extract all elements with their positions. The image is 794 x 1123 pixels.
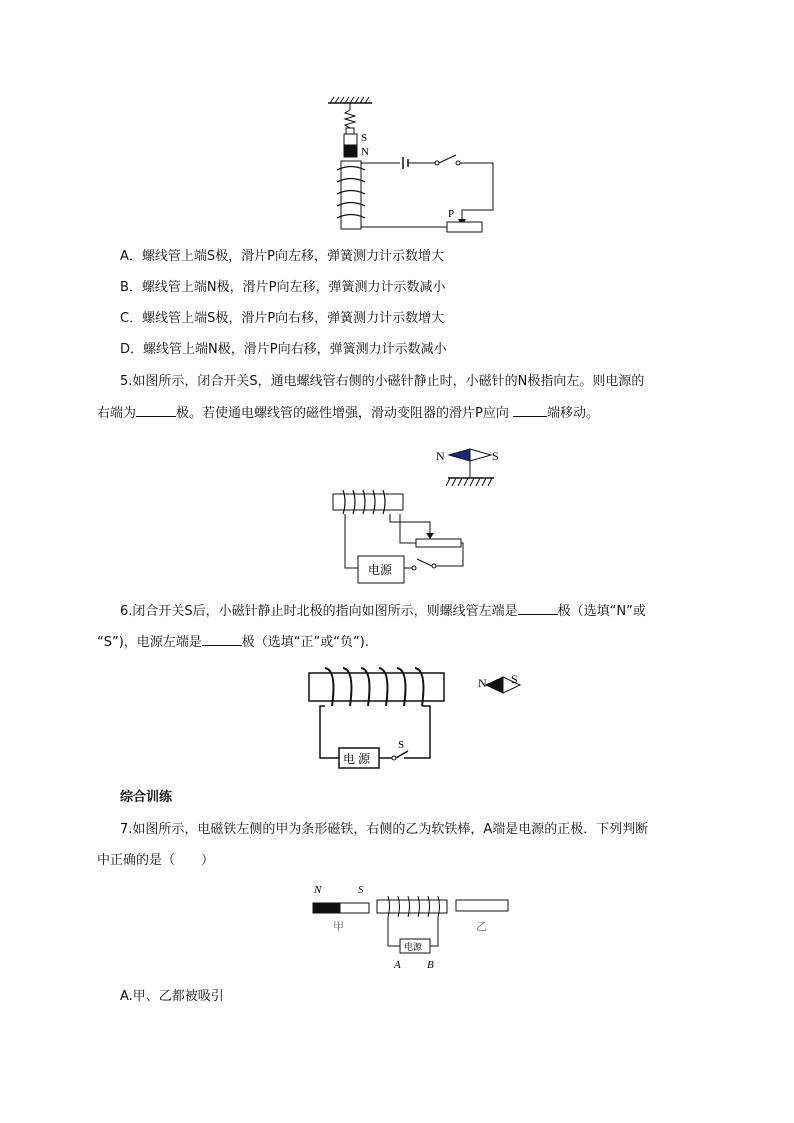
q5-needle-s: S (492, 449, 499, 463)
section-title: 综合训练 (120, 790, 173, 805)
fig1-label-n: N (361, 146, 369, 158)
q6-line1-a: 6.闭合开关S后，小磁针静止时北极的指向如图所示，则螺线管左端是 (120, 604, 518, 619)
bar-magnet-s (340, 903, 369, 913)
q7-label-s: S (358, 884, 364, 896)
option-b: B．螺线管上端N极，滑片P向左移，弹簧测力计示数减小 (120, 280, 446, 295)
q7-label-a: A (394, 959, 401, 971)
option-d: D．螺线管上端N极，滑片P向右移，弹簧测力计示数减小 (120, 342, 447, 357)
q7-option-a: A.甲、乙都被吸引 (120, 989, 224, 1004)
q7-source-label: 电源 (404, 942, 423, 952)
fig1-label-p: P (448, 208, 455, 220)
q7-line1: 7.如图所示，电磁铁左侧的甲为条形磁铁，右侧的乙为软铁棒，A端是电源的正极．下列判断 (120, 822, 649, 837)
q5-line2-c: 端移动。 (547, 406, 600, 421)
q6-source-label: 电 源 (343, 752, 371, 766)
q6-needle-s: S (511, 672, 518, 686)
option-c: C．螺线管上端S极，滑片P向右移，弹簧测力计示数增大 (120, 311, 445, 326)
q5-line2-a: 右端为 (97, 406, 137, 421)
option-a: A．螺线管上端S极，滑片P向左移，弹簧测力计示数增大 (120, 249, 444, 264)
q7-label-jia: 甲 (333, 921, 344, 933)
q7-label-yi: 乙 (476, 921, 487, 933)
q5-line1: 5.如图所示，闭合开关S，通电螺线管右侧的小磁针静止时，小磁针的N极指向左。则电源的 (120, 374, 645, 389)
q6-line2-a: “S”)，电源左端是 (97, 635, 202, 650)
fig1-label-s: S (361, 132, 368, 144)
q6-line2-b: 极（选填“正”或“负”). (241, 635, 369, 650)
q7-line2: 中正确的是（ ） (97, 853, 215, 868)
q6-needle-n: N (478, 676, 487, 690)
soft-iron-rod (456, 900, 508, 911)
bar-magnet-n (313, 903, 340, 913)
q5-line2-b: 极。若使通电螺线管的磁性增强，滑动变阻器的滑片P应向 (176, 406, 513, 421)
q5-source-label: 电源 (368, 563, 393, 577)
q6-switch-label: S (398, 739, 405, 751)
q5-needle-n: N (436, 449, 445, 463)
q7-label-n: N (314, 884, 322, 896)
q6-line1-b: 极（选填“N”或 (557, 604, 646, 619)
q7-electromagnet-core (377, 900, 447, 913)
q7-label-b: B (427, 959, 434, 971)
